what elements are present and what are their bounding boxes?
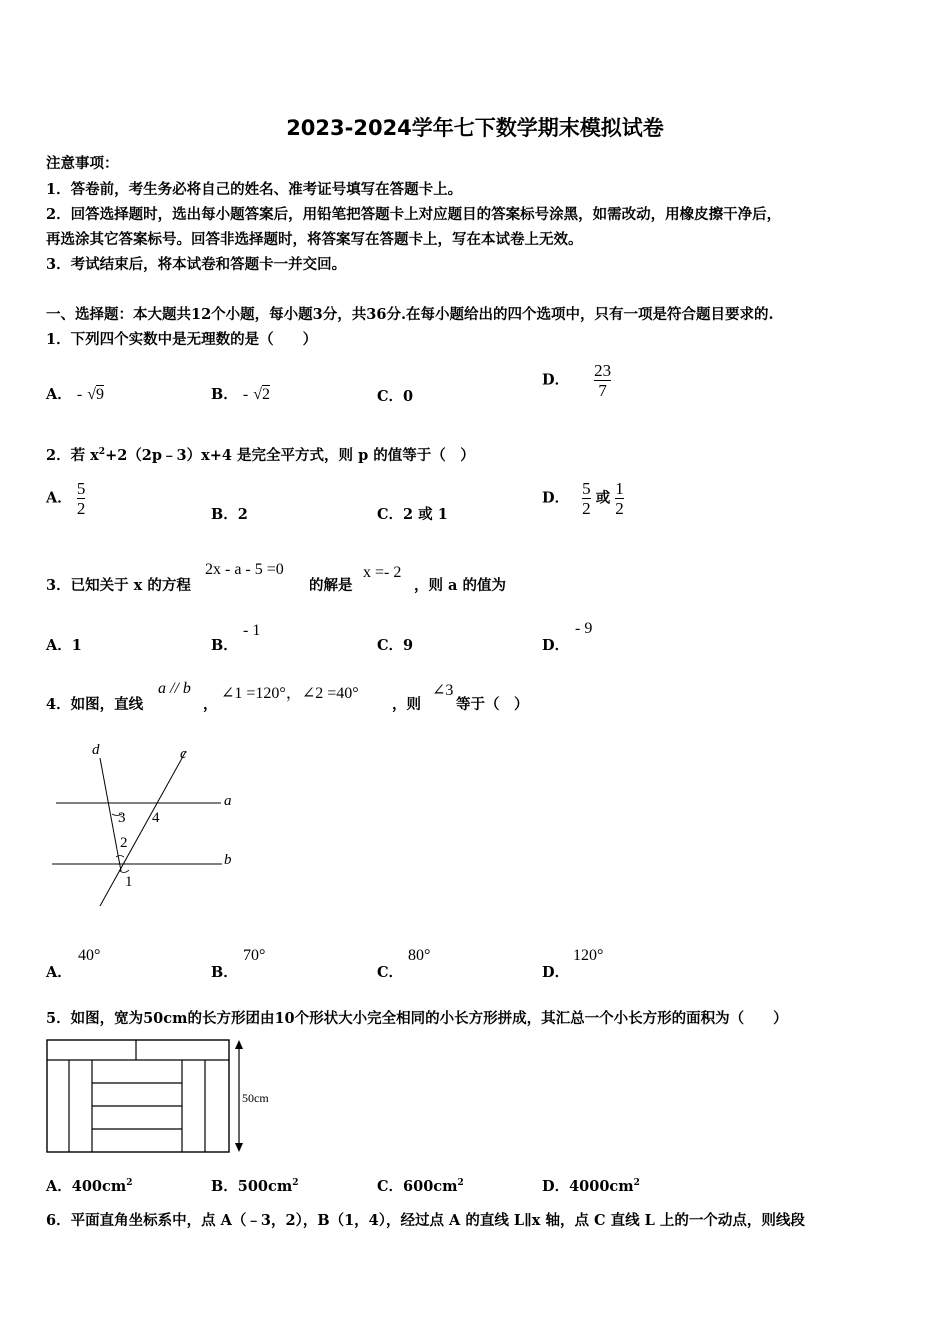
label-d: d — [92, 742, 100, 758]
stem-text: ， — [203, 696, 218, 713]
label-a: a — [224, 793, 232, 809]
exponent: 2 — [126, 1178, 133, 1188]
q5-option-a — [46, 1175, 132, 1196]
stem-text: 等于（ ） — [456, 696, 529, 713]
denominator: 2 — [615, 499, 624, 518]
math-angle-3: ∠3 — [432, 682, 454, 699]
q5-figure — [46, 1038, 286, 1156]
section-heading: 一、选择题：本大题共12个小题，每小题3分，共36分.在每小题给出的四个选项中，只有一项是符合题目要求的. — [46, 306, 774, 323]
question-3-stem: 3．已知关于 x 的方程 — [46, 577, 191, 594]
option-label: D． — [542, 489, 570, 507]
numerator: 23 — [594, 361, 612, 380]
numerator: 5 — [76, 479, 86, 498]
stem-text: ，则 a 的值为 — [414, 577, 506, 594]
q4-option-c-value: 80° — [408, 947, 431, 964]
option-sign: - — [76, 386, 83, 403]
q2-option-c: C．2 或 1 — [377, 506, 448, 523]
q5-option-d — [542, 1175, 640, 1196]
angle-label-3: 3 — [118, 810, 126, 826]
q4-option-a-value: 40° — [78, 947, 101, 964]
fraction — [582, 479, 591, 518]
notes-item: 3．考试结束后，将本试卷和答题卡一并交回。 — [46, 256, 347, 273]
q4-option-c-label: C． — [377, 964, 404, 981]
q3-option-b-label: B． — [211, 637, 238, 654]
arrow-down — [235, 1143, 243, 1152]
q5-option-c — [377, 1175, 464, 1196]
q5-option-b — [211, 1175, 298, 1196]
stem-text: 2．若 x — [46, 447, 99, 464]
label-c: c — [180, 746, 187, 762]
notes-item: 再选涂其它答案标号。回答非选择题时，将答案写在答题卡上，写在本试卷上无效。 — [46, 231, 583, 248]
numerator: 5 — [582, 479, 591, 498]
question-4-stem: 4．如图，直线 — [46, 696, 144, 713]
solution: x =- 2 — [363, 564, 402, 581]
q2-option-a — [46, 479, 85, 518]
angle-arc — [116, 856, 124, 858]
option-text: B．500cm — [211, 1178, 293, 1195]
option-text: C．600cm — [377, 1178, 458, 1195]
notes-item: 2．回答选择题时，选出每小题答案后，用铅笔把答题卡上对应题目的答案标号涂黑，如需改动，用橡皮擦干净后， — [46, 206, 782, 223]
q3-option-d-label: D． — [542, 637, 570, 654]
q1-option-b — [211, 383, 270, 404]
q4-figure — [46, 738, 246, 913]
option-sign: - — [242, 386, 249, 403]
exponent: 2 — [292, 1178, 299, 1188]
page-title: 2023-2024学年七下数学期末模拟试卷 — [286, 116, 664, 140]
math-parallel: a // b — [158, 680, 191, 697]
denominator: 7 — [598, 381, 607, 400]
sqrt-expression: √2 — [253, 386, 270, 403]
q4-option-a-label: A． — [46, 964, 72, 981]
numerator: 1 — [615, 479, 624, 498]
q2-option-b: B．2 — [211, 506, 248, 523]
sqrt-expression: √9 — [87, 386, 104, 403]
q1-option-d — [542, 361, 611, 400]
question-6-stem: 6．平面直角坐标系中，点 A（﹣3，2），B（1，4），经过点 A 的直线 L∥x 轴，点 C 直线 L 上的一个动点，则线段 — [46, 1212, 805, 1229]
exponent: 2 — [98, 447, 106, 457]
option-label: D． — [542, 371, 570, 389]
radicand: 2 — [262, 386, 270, 403]
notes-item: 1．答卷前，考生务必将自己的姓名、准考证号填写在答题卡上。 — [46, 181, 463, 198]
q1-option-a — [46, 383, 104, 404]
angle-label-2: 2 — [120, 835, 128, 851]
question-1-stem: 1．下列四个实数中是无理数的是（ ） — [46, 331, 318, 348]
fraction — [77, 479, 86, 518]
q3-option-a: A．1 — [46, 637, 82, 654]
denominator: 2 — [582, 499, 591, 518]
denominator: 2 — [76, 499, 86, 518]
q3-option-b-value: - 1 — [243, 622, 261, 639]
q4-option-d-label: D． — [542, 964, 570, 981]
notes-heading: 注意事项： — [46, 155, 119, 172]
equation: 2x - a - 5 =0 — [205, 561, 284, 578]
arrow-up — [235, 1040, 243, 1049]
dimension-label: 50cm — [242, 1091, 269, 1105]
option-label: B． — [211, 386, 238, 403]
option-text: A．400cm — [46, 1178, 127, 1195]
q3-option-d-value: - 9 — [575, 620, 593, 637]
or-text: 或 — [595, 489, 611, 507]
question-5-stem: 5．如图，宽为50cm的长方形团由10个形状大小完全相同的小长方形拼成，其汇总一个小长方形的面积为（ ） — [46, 1010, 788, 1027]
q3-option-c: C．9 — [377, 637, 414, 654]
q4-option-b-value: 70° — [243, 947, 266, 964]
fraction — [594, 361, 611, 400]
option-text: D．4000cm — [542, 1178, 634, 1195]
option-label: A． — [46, 386, 72, 403]
question-2-stem — [46, 444, 475, 465]
q2-option-d — [542, 479, 624, 518]
exponent: 2 — [457, 1178, 464, 1188]
q4-option-b-label: B． — [211, 964, 238, 981]
outer-rectangle — [47, 1040, 229, 1152]
exponent: 2 — [633, 1178, 640, 1188]
option-label: A． — [46, 489, 72, 507]
fraction — [615, 479, 624, 518]
angle-label-1: 1 — [125, 874, 133, 890]
q1-option-c: C．0 — [377, 388, 414, 405]
stem-text: ，则 — [392, 696, 421, 713]
angle-label-4: 4 — [152, 810, 160, 826]
radicand: 9 — [96, 386, 104, 403]
stem-text: +2（2p﹣3）x+4 是完全平方式，则 p 的值等于（ ） — [105, 447, 475, 464]
q4-option-d-value: 120° — [573, 947, 604, 964]
stem-text: 的解是 — [309, 577, 353, 594]
math-angles: ∠1 =120°，∠2 =40° — [221, 685, 359, 702]
label-b: b — [224, 852, 232, 868]
